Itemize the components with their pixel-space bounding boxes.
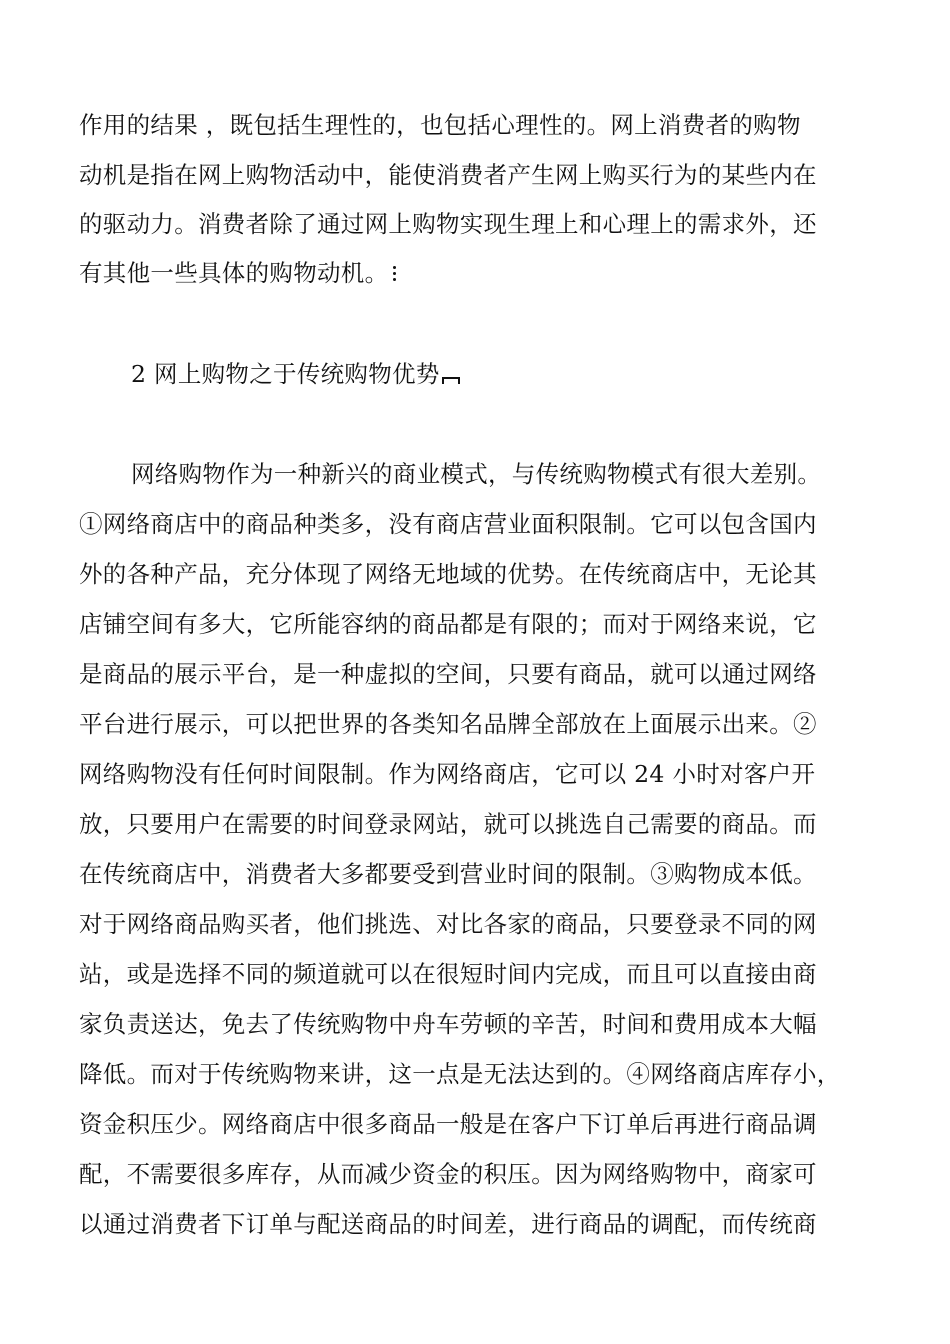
body-line-12: 家负责送达，免去了传统购物中舟车劳顿的辛苦，时间和费用成本大幅 <box>79 1010 817 1038</box>
intro-line-3: 的驱动力。消费者除了通过网上购物实现生理上和心理上的需求外，还 <box>79 210 817 238</box>
body-line-2: ①网络商店中的商品种类多，没有商店营业面积限制。它可以包含国内 <box>79 510 817 538</box>
body-line-14: 资金积压少。网络商店中很多商品一般是在客户下订单后再进行商品调 <box>79 1110 817 1138</box>
body-line-13: 降低。而对于传统购物来讲，这一点是无法达到的。④网络商店库存小， <box>79 1060 841 1088</box>
body-line-8: 放，只要用户在需要的时间登录网站，就可以挑选自己需要的商品。而 <box>79 810 817 838</box>
body-line-4: 店铺空间有多大，它所能容纳的商品都是有限的；而对于网络来说，它 <box>79 610 817 638</box>
body-line-3: 外的各种产品，充分体现了网络无地域的优势。在传统商店中，无论其 <box>79 560 817 588</box>
body-line-15: 配，不需要很多库存，从而减少资金的积压。因为网络购物中，商家可 <box>79 1160 817 1188</box>
vertical-ellipsis-icon <box>388 262 402 284</box>
bracket-mark-icon <box>440 364 464 384</box>
intro-line-2: 动机是指在网上购物活动中，能使消费者产生网上购买行为的某些内在 <box>79 161 817 189</box>
body-line-1: 网络购物作为一种新兴的商业模式，与传统购物模式有很大差别。 <box>131 460 822 488</box>
intro-line-1: 作用的结果 ，既包括生理性的，也包括心理性的。网上消费者的购物 <box>79 111 801 139</box>
body-line-9: 在传统商店中，消费者大多都要受到营业时间的限制。③购物成本低。 <box>79 860 817 888</box>
section-heading-text: 2 网上购物之于传统购物优势 <box>131 360 440 388</box>
intro-line-4-text: 有其他一些具体的购物动机。 <box>79 259 389 287</box>
body-line-10: 对于网络商品购买者，他们挑选、对比各家的商品，只要登录不同的网 <box>79 910 817 938</box>
body-line-11: 站，或是选择不同的频道就可以在很短时间内完成，而且可以直接由商 <box>79 960 817 988</box>
body-line-5: 是商品的展示平台，是一种虚拟的空间，只要有商品，就可以通过网络 <box>79 660 817 688</box>
body-line-6: 平台进行展示，可以把世界的各类知名品牌全部放在上面展示出来。② <box>79 710 817 738</box>
intro-line-4 <box>79 248 402 298</box>
section-heading <box>131 349 464 399</box>
body-line-16: 以通过消费者下订单与配送商品的时间差，进行商品的调配，而传统商 <box>79 1210 817 1238</box>
body-line-7: 网络购物没有任何时间限制。作为网络商店，它可以 24 小时对客户开 <box>79 760 816 788</box>
